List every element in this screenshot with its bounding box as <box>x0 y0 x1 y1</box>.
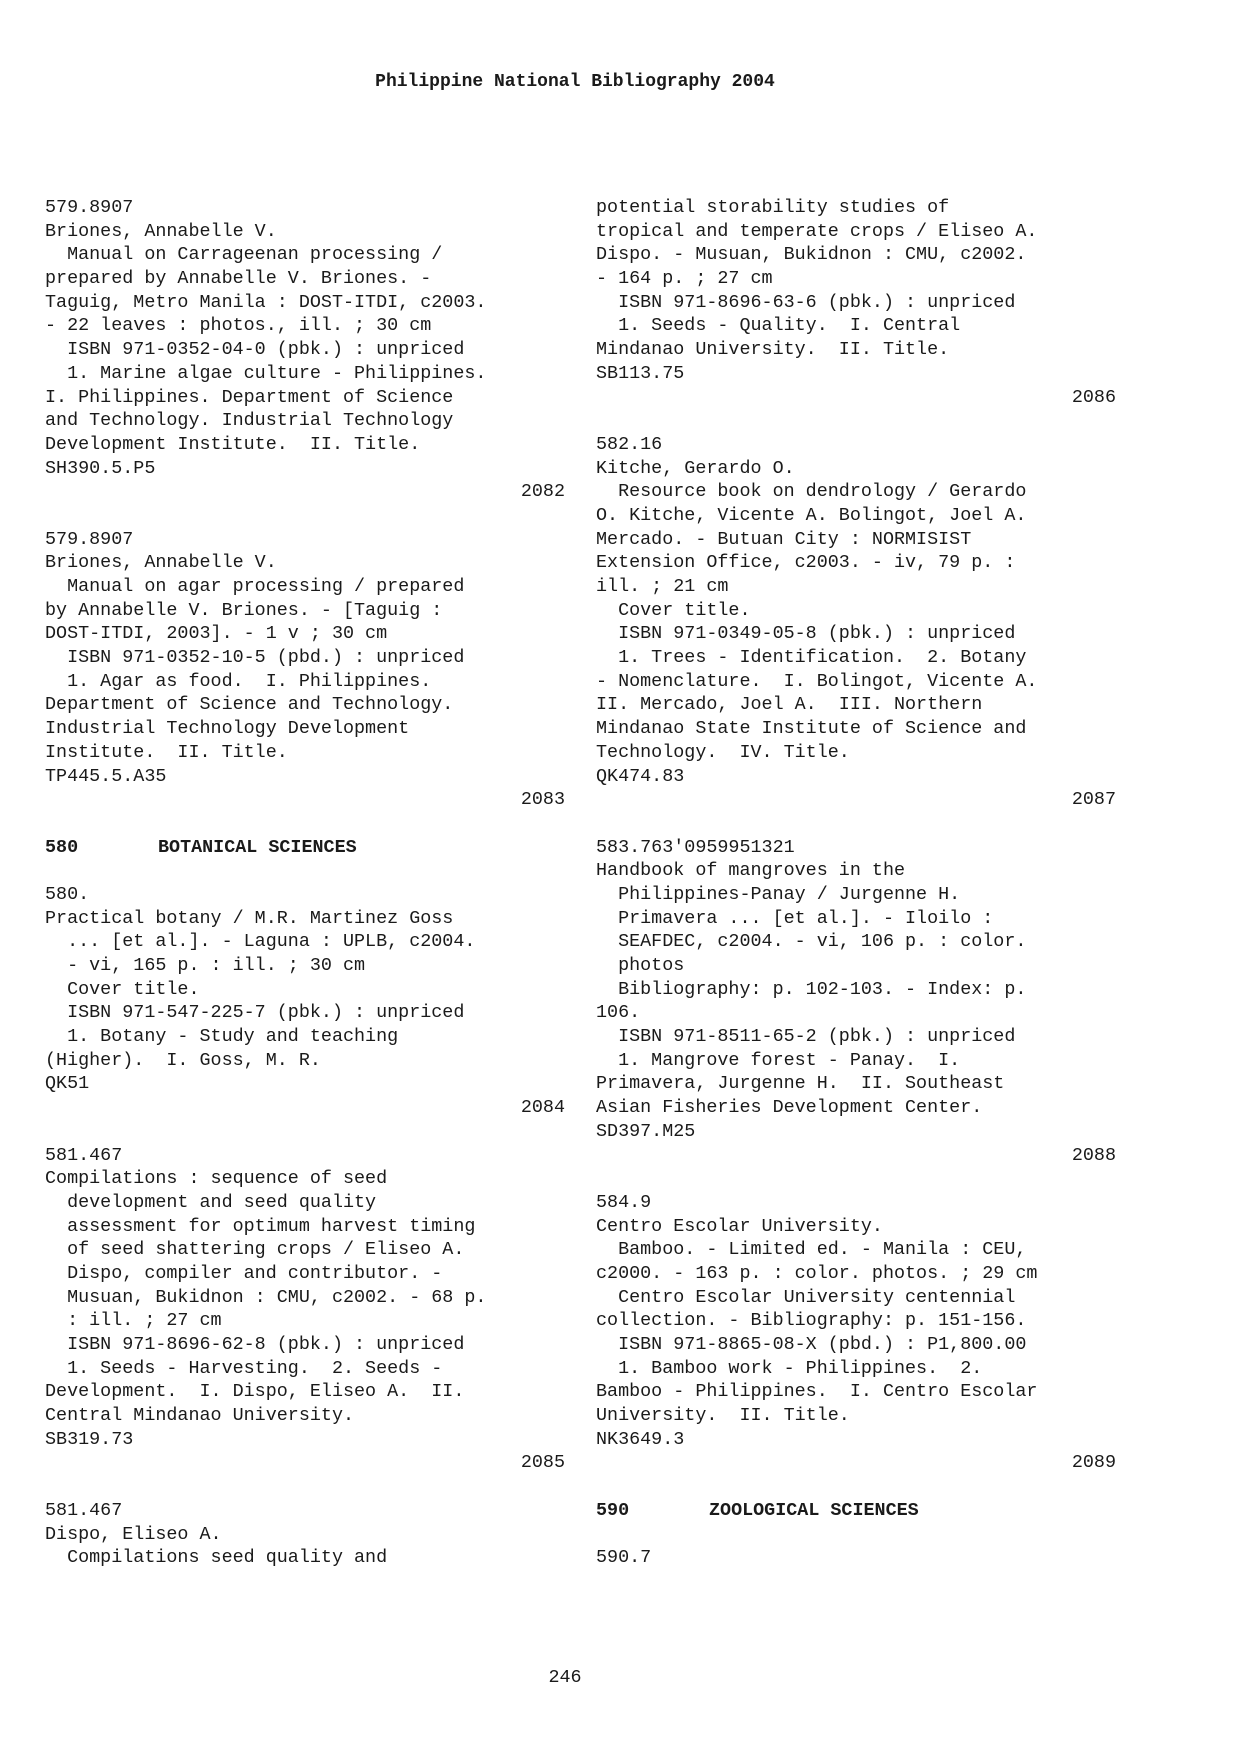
entry-line: Dispo, compiler and contributor. - <box>45 1262 443 1284</box>
page-number: 246 <box>548 1667 582 1688</box>
entry-line: ISBN 971-8511-65-2 (pbk.) : unpriced <box>596 1026 1016 1048</box>
spacer <box>596 1167 1116 1191</box>
entry-line: SH390.5.P5 <box>45 457 156 479</box>
entry-line: assessment for optimum harvest timing <box>45 1215 476 1237</box>
entry-line: O. Kitche, Vicente A. Bolingot, Joel A. <box>596 504 1027 526</box>
section-number: 580 <box>45 836 79 858</box>
entry-line: prepared by Annabelle V. Briones. - <box>45 268 432 290</box>
entry-line: 1. Mangrove forest - Panay. I. <box>596 1049 961 1071</box>
entry-line: Briones, Annabelle V. <box>45 552 277 574</box>
entry-line: 581.467 <box>45 1144 123 1166</box>
entry-line: DOST-ITDI, 2003]. - 1 v ; 30 cm <box>45 623 388 645</box>
entry-line: Department of Science and Technology. <box>45 694 454 716</box>
entry-line: 584.9 <box>596 1191 652 1213</box>
entry-line: 579.8907 <box>45 197 134 218</box>
entry-line: 579.8907 <box>45 528 134 550</box>
section-heading <box>45 836 565 860</box>
spacer <box>596 409 1116 433</box>
entry-line: Asian Fisheries Development Center. <box>596 1097 983 1119</box>
entry-line: Extension Office, c2003. - iv, 79 p. : <box>596 552 1016 574</box>
entry-line: SB319.73 <box>45 1428 134 1450</box>
entry-line: ISBN 971-0352-04-0 (pbk.) : unpriced <box>45 339 465 361</box>
entry-line: 1. Botany - Study and teaching <box>45 1026 399 1048</box>
entry-line: ISBN 971-8696-62-8 (pbk.) : unpriced <box>45 1334 465 1355</box>
entry-line: - 22 leaves : photos., ill. ; 30 cm <box>45 315 432 337</box>
spacer <box>45 1475 565 1499</box>
entry-line: 581.467 <box>45 1499 123 1521</box>
entry-line: 1. Agar as food. I. Philippines. <box>45 670 432 692</box>
entry-line: Taguig, Metro Manila : DOST-ITDI, c2003. <box>45 291 487 313</box>
entry-line: NK3649.3 <box>596 1428 685 1450</box>
entry-line: Institute. II. Title. <box>45 741 288 763</box>
entry-line: Mindanao State Institute of Science and <box>596 718 1027 740</box>
spacer <box>45 812 565 836</box>
left-column <box>45 196 565 1570</box>
entry-line: tropical and temperate crops / Eliseo A. <box>596 220 1038 242</box>
entry-line: SB113.75 <box>596 362 685 384</box>
entry-line: development and seed quality <box>45 1191 377 1213</box>
spacer <box>45 1120 565 1144</box>
entry-line: Handbook of mangroves in the <box>596 860 906 882</box>
entry-number: 2085 <box>520 1452 565 1474</box>
entry-line: ISBN 971-8865-08-X (pbd.) : P1,800.00 <box>596 1334 1027 1355</box>
spacer <box>45 859 565 883</box>
entry-line: Mindanao University. II. Title. <box>596 339 950 361</box>
entry-line: ISBN 971-0349-05-8 (pbk.) : unpriced <box>596 623 1016 645</box>
entry-line: ... [et al.]. - Laguna : UPLB, c2004. <box>45 931 476 953</box>
entry-line: 1. Marine algae culture - Philippines. <box>45 362 487 384</box>
entry-line: collection. - Bibliography: p. 151-156. <box>596 1310 1027 1332</box>
entry-line: Centro Escolar University centennial <box>596 1286 1016 1308</box>
entry-number: 2089 <box>1071 1452 1116 1474</box>
entry-line: - vi, 165 p. : ill. ; 30 cm <box>45 955 366 976</box>
section-heading <box>596 1499 1116 1523</box>
entry-line: ISBN 971-547-225-7 (pbk.) : unpriced <box>45 1002 465 1024</box>
entry-line: ISBN 971-8696-63-6 (pbk.) : unpriced <box>596 291 1016 313</box>
entry-line: Development. I. Dispo, Eliseo A. II. <box>45 1381 465 1403</box>
entry-line: ill. ; 21 cm <box>596 576 729 597</box>
entry-line: 1. Seeds - Quality. I. Central <box>596 315 961 337</box>
entry-line: Cover title. <box>45 978 200 1000</box>
page-title: Philippine National Bibliography 2004 <box>375 72 775 92</box>
entry-line: Industrial Technology Development <box>45 718 410 740</box>
entry-line: Resource book on dendrology / Gerardo <box>596 481 1027 503</box>
entry-line: by Annabelle V. Briones. - [Taguig : <box>45 599 443 621</box>
right-column <box>596 196 1116 1570</box>
entry-line: I. Philippines. Department of Science <box>45 386 454 408</box>
entry-number: 2086 <box>1071 386 1116 408</box>
entry-line: Compilations : sequence of seed <box>45 1168 388 1190</box>
entry-line: II. Mercado, Joel A. III. Northern <box>596 694 983 716</box>
entry-line: Philippines-Panay / Jurgenne H. <box>596 883 961 905</box>
spacer <box>596 1475 1116 1499</box>
entry-line: 582.16 <box>596 433 663 455</box>
entry-line: 1. Trees - Identification. 2. Botany <box>596 647 1027 669</box>
entry-line: Practical botany / M.R. Martinez Goss <box>45 907 454 929</box>
entry-line: Musuan, Bukidnon : CMU, c2002. - 68 p. <box>45 1286 487 1308</box>
entry-line: : ill. ; 27 cm <box>45 1310 222 1332</box>
entry-line: 1. Seeds - Harvesting. 2. Seeds - <box>45 1357 443 1379</box>
entry-number: 2084 <box>520 1097 565 1119</box>
entry-line: Bamboo - Philippines. I. Centro Escolar <box>596 1381 1038 1403</box>
entry-line: 1. Bamboo work - Philippines. 2. <box>596 1357 983 1379</box>
entry-number: 2082 <box>520 481 565 503</box>
entry-line: TP445.5.A35 <box>45 765 167 787</box>
entry-line: 580. <box>45 883 90 905</box>
entry-line: and Technology. Industrial Technology <box>45 410 454 432</box>
entry-line: (Higher). I. Goss, M. R. <box>45 1049 321 1071</box>
entry-line: Mercado. - Butuan City : NORMISIST <box>596 528 972 550</box>
entry-line: Dispo. - Musuan, Bukidnon : CMU, c2002. <box>596 244 1027 266</box>
entry-line: Briones, Annabelle V. <box>45 220 277 242</box>
entry-number: 2088 <box>1071 1144 1116 1166</box>
section-title: BOTANICAL SCIENCES <box>158 836 357 858</box>
spacer <box>596 1523 1116 1547</box>
entry-line: 106. <box>596 1002 641 1024</box>
entry-line: - 164 p. ; 27 cm <box>596 268 773 290</box>
entry-line: University. II. Title. <box>596 1405 850 1427</box>
entry-line: Technology. IV. Title. <box>596 741 850 763</box>
entry-line: Bibliography: p. 102-103. - Index: p. <box>596 978 1027 1000</box>
entry-line: Manual on Carrageenan processing / <box>45 244 443 266</box>
entry-number: 2087 <box>1071 789 1116 811</box>
entry-line: SD397.M25 <box>596 1120 696 1142</box>
entry-line: - Nomenclature. I. Bolingot, Vicente A. <box>596 670 1038 692</box>
spacer <box>596 812 1116 836</box>
entry-line: ISBN 971-0352-10-5 (pbd.) : unpriced <box>45 647 465 669</box>
section-number: 590 <box>596 1499 630 1521</box>
entry-line: Dispo, Eliseo A. <box>45 1523 222 1545</box>
entry-line: Primavera ... [et al.]. - Iloilo : <box>596 907 994 929</box>
entry-line: c2000. - 163 p. : color. photos. ; 29 cm <box>596 1262 1038 1284</box>
entry-number: 2083 <box>520 789 565 811</box>
entry-line: Compilations seed quality and <box>45 1547 388 1569</box>
entry-line: of seed shattering crops / Eliseo A. <box>45 1239 465 1261</box>
entry-line: QK474.83 <box>596 765 685 787</box>
entry-line: Cover title. <box>596 599 751 621</box>
entry-line: Centro Escolar University. <box>596 1215 883 1237</box>
entry-line: photos <box>596 955 685 976</box>
entry-line: Bamboo. - Limited ed. - Manila : CEU, <box>596 1239 1027 1261</box>
entry-line: Development Institute. II. Title. <box>45 433 421 455</box>
entry-line: SEAFDEC, c2004. - vi, 106 p. : color. <box>596 931 1027 953</box>
entry-line: Manual on agar processing / prepared <box>45 576 465 597</box>
entry-line: Primavera, Jurgenne H. II. Southeast <box>596 1073 1005 1095</box>
entry-line: Central Mindanao University. <box>45 1405 355 1427</box>
entry-line: 583.763'0959951321 <box>596 836 795 858</box>
spacer <box>45 504 565 528</box>
entry-line: Kitche, Gerardo O. <box>596 457 795 479</box>
entry-line: QK51 <box>45 1073 90 1095</box>
entry-line: 590.7 <box>596 1547 652 1569</box>
section-title: ZOOLOGICAL SCIENCES <box>709 1499 919 1521</box>
entry-line: potential storability studies of <box>596 197 950 218</box>
